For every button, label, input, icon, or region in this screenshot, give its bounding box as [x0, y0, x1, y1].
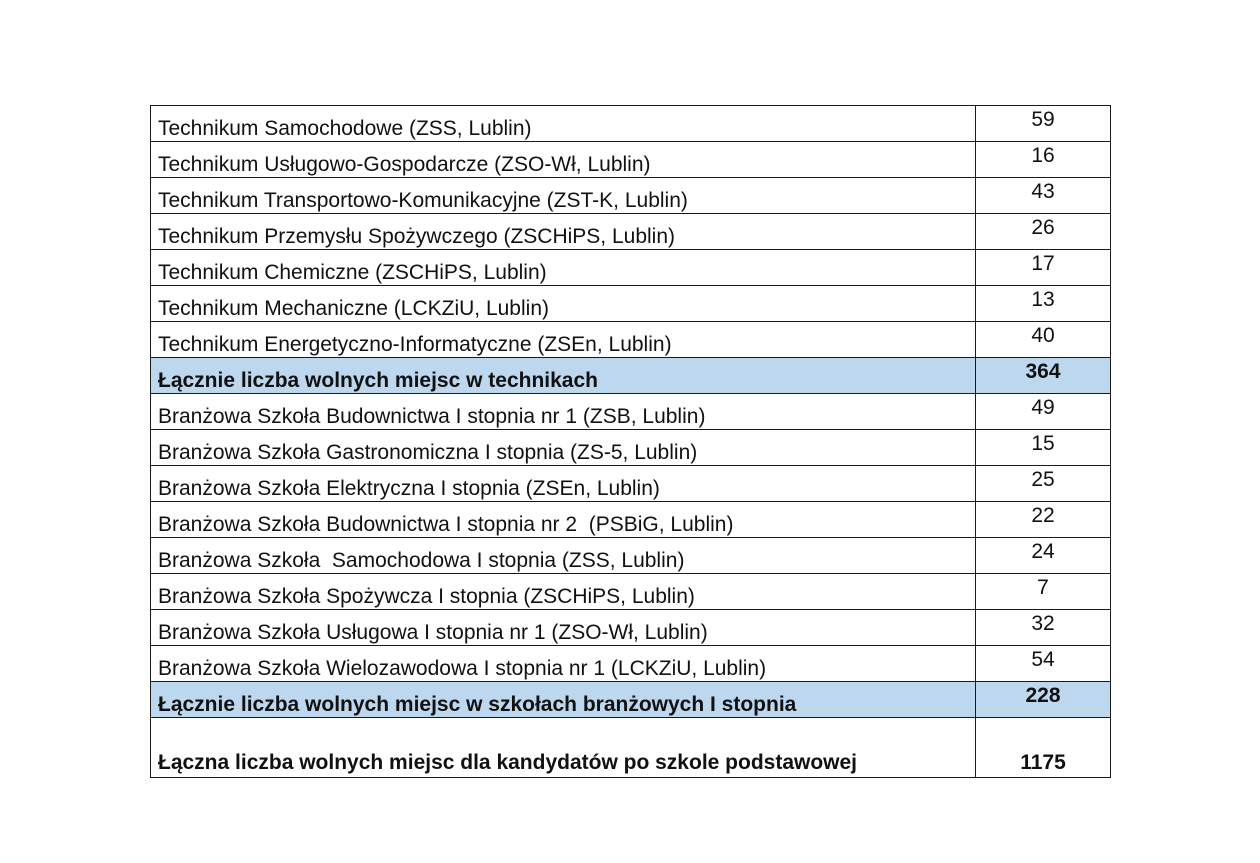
grand-total-label: Łączna liczba wolnych miejsc dla kandydatów po szkole podstawowej: [151, 718, 976, 778]
free-places-count: 49: [976, 394, 1111, 430]
free-places-count: 16: [976, 142, 1111, 178]
school-name: Branżowa Szkoła Spożywcza I stopnia (ZSCHiPS, Lublin): [151, 574, 976, 610]
subtotal-count: 228: [976, 682, 1111, 718]
table-row: [151, 466, 1111, 502]
free-places-count: 13: [976, 286, 1111, 322]
table-row: [151, 142, 1111, 178]
school-name: Technikum Chemiczne (ZSCHiPS, Lublin): [151, 250, 976, 286]
vacancies-table-body: [151, 106, 1111, 778]
free-places-count: 26: [976, 214, 1111, 250]
free-places-count: 25: [976, 466, 1111, 502]
school-name: Branżowa Szkoła Usługowa I stopnia nr 1 (ZSO-Wł, Lublin): [151, 610, 976, 646]
free-places-count: 22: [976, 502, 1111, 538]
school-name: Technikum Energetyczno-Informatyczne (ZSEn, Lublin): [151, 322, 976, 358]
school-name: Technikum Mechaniczne (LCKZiU, Lublin): [151, 286, 976, 322]
school-name: Branżowa Szkoła Gastronomiczna I stopnia (ZS-5, Lublin): [151, 430, 976, 466]
table-row: [151, 610, 1111, 646]
free-places-count: 32: [976, 610, 1111, 646]
school-name: Branżowa Szkoła Budownictwa I stopnia nr 2 (PSBiG, Lublin): [151, 502, 976, 538]
subtotal-label: Łącznie liczba wolnych miejsc w szkołach branżowych I stopnia: [151, 682, 976, 718]
free-places-count: 43: [976, 178, 1111, 214]
table-row: [151, 502, 1111, 538]
school-name: Technikum Samochodowe (ZSS, Lublin): [151, 106, 976, 142]
table-row: [151, 574, 1111, 610]
free-places-count: 24: [976, 538, 1111, 574]
table-row: [151, 178, 1111, 214]
table-row: [151, 430, 1111, 466]
table-row: [151, 250, 1111, 286]
technikum-subtotal-row: [151, 358, 1111, 394]
vacancies-table: [150, 105, 1111, 778]
school-name: Branżowa Szkoła Elektryczna I stopnia (ZSEn, Lublin): [151, 466, 976, 502]
table-row: [151, 394, 1111, 430]
free-places-count: 54: [976, 646, 1111, 682]
subtotal-label: Łącznie liczba wolnych miejsc w technikach: [151, 358, 976, 394]
grand-total-count: 1175: [976, 718, 1111, 778]
subtotal-count: 364: [976, 358, 1111, 394]
table-row: [151, 214, 1111, 250]
free-places-count: 59: [976, 106, 1111, 142]
table-row: [151, 322, 1111, 358]
school-name: Technikum Usługowo-Gospodarcze (ZSO-Wł, Lublin): [151, 142, 976, 178]
branzowa-subtotal-row: [151, 682, 1111, 718]
table-row: [151, 106, 1111, 142]
free-places-count: 15: [976, 430, 1111, 466]
school-name: Technikum Transportowo-Komunikacyjne (ZST-K, Lublin): [151, 178, 976, 214]
school-name: Technikum Przemysłu Spożywczego (ZSCHiPS, Lublin): [151, 214, 976, 250]
school-name: Branżowa Szkoła Wielozawodowa I stopnia nr 1 (LCKZiU, Lublin): [151, 646, 976, 682]
grand-total-row: [151, 718, 1111, 778]
free-places-count: 40: [976, 322, 1111, 358]
school-name: Branżowa Szkoła Samochodowa I stopnia (ZSS, Lublin): [151, 538, 976, 574]
table-row: [151, 286, 1111, 322]
free-places-count: 7: [976, 574, 1111, 610]
table-row: [151, 538, 1111, 574]
school-name: Branżowa Szkoła Budownictwa I stopnia nr 1 (ZSB, Lublin): [151, 394, 976, 430]
free-places-count: 17: [976, 250, 1111, 286]
table-row: [151, 646, 1111, 682]
